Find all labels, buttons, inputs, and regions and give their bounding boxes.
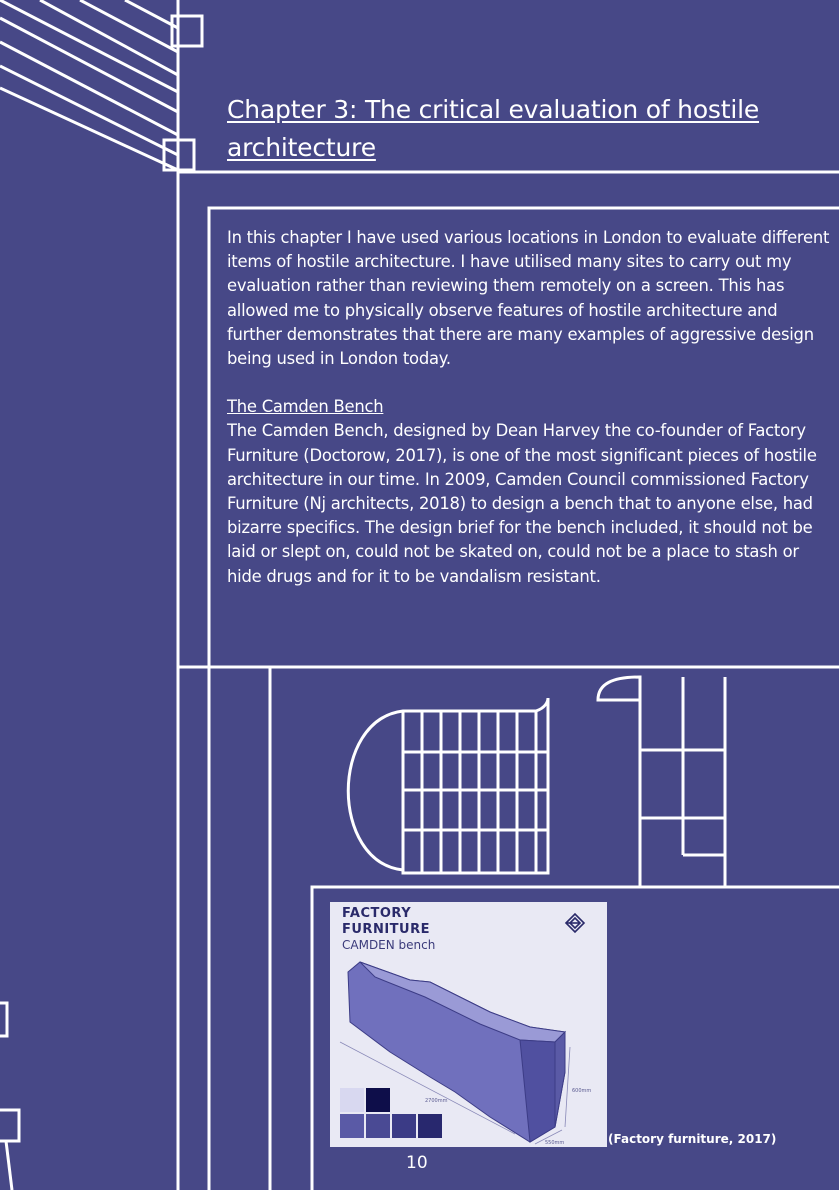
brand-line-1: FACTORY (342, 906, 412, 921)
chapter-title: Chapter 3: The critical evaluation of hostile architecture (227, 95, 760, 162)
dim-height-label: 600mm (572, 1088, 592, 1094)
factory-furniture-logo-icon (562, 910, 588, 936)
brand-line-2: FURNITURE (342, 922, 430, 937)
figure-brand (342, 906, 430, 938)
intro-paragraph: In this chapter I have used various locations in London to evaluate different items of hostile architecture. I have utilised many sites to carry out my evaluation rather than reviewing them remotely on a screen. This has allowed me to physically observe features of hostile architecture and further demonstrates that there are many examples of aggressive design being used in London today. (227, 228, 830, 369)
dim-length-label: 2700mm (425, 1098, 448, 1104)
section-subheading: The Camden Bench (227, 397, 384, 417)
main-text (227, 226, 832, 589)
swatch (366, 1114, 390, 1138)
swatch (418, 1114, 442, 1138)
dim-width-label: 550mm (545, 1140, 565, 1146)
figure-caption: (Factory furniture, 2017) (608, 1132, 777, 1146)
camden-bench-figure (330, 902, 607, 1147)
swatch (340, 1114, 364, 1138)
camden-paragraph: The Camden Bench, designed by Dean Harvey the co-founder of Factory Furniture (Doctorow, 2017), is one of the most significant pieces of hostile architecture in our time. In 2009, Camden Council commissioned Factory Furniture (Nj architects, 2018) to design a bench that to anyone else, had bizarre specifics. The design brief for the bench included, it should not be laid or slept on, could not be skated on, could not be a place to stash or hide drugs and for it to be vandalism resistant. (227, 421, 817, 586)
figure-product-name: CAMDEN bench (342, 938, 436, 952)
swatch (366, 1088, 390, 1112)
page-number: 10 (406, 1153, 428, 1173)
swatch (392, 1114, 416, 1138)
swatch (340, 1088, 364, 1112)
